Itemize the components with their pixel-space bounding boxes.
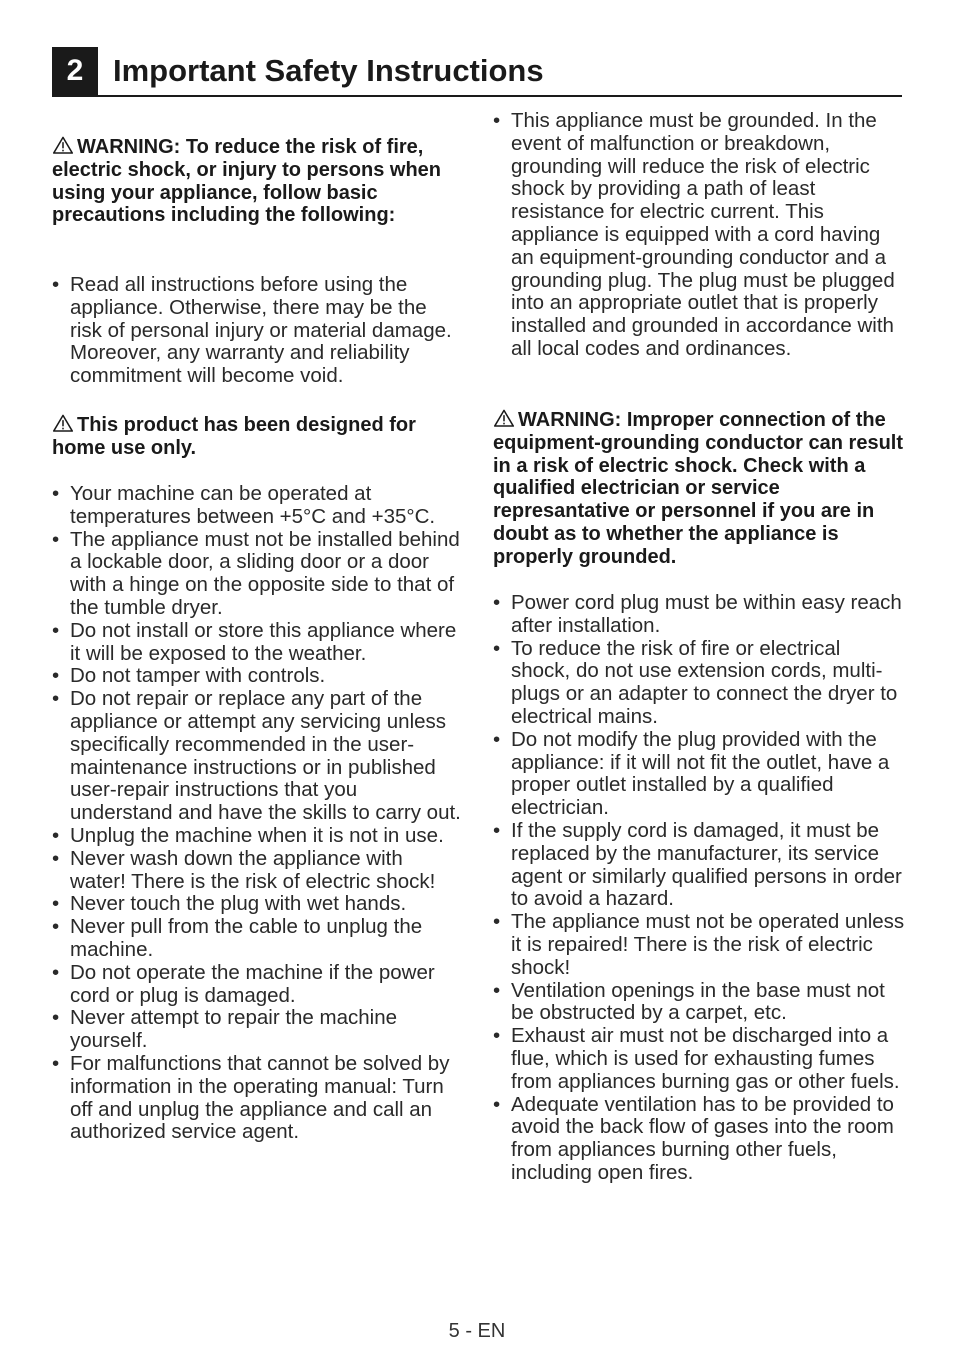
grounding-list [493, 110, 898, 361]
warning-general [52, 136, 452, 227]
list-item: • The appliance must not be operated unless it is repaired! There is the risk of electric shock! [493, 911, 905, 979]
list-item: • Do not repair or replace any part of the appliance or attempt any servicing unless specifically recommended in the user-maintenance instructions or in published user-repair instructions that you understand and have the skills to carry out. [52, 688, 462, 825]
home-use-list [52, 483, 462, 1144]
list-item: • Read all instructions before using the appliance. Otherwise, there may be the risk of personal injury or material damage. Moreover, any warranty and reliability commitment will become void. [52, 274, 462, 388]
warning-grounding [493, 409, 905, 569]
list-item: • Ventilation openings in the base must not be obstructed by a carpet, etc. [493, 980, 905, 1026]
list-item: • Power cord plug must be within easy reach after installation. [493, 592, 905, 638]
page-title: Important Safety Instructions [113, 53, 544, 88]
warning-triangle-icon [52, 136, 74, 154]
list-item: • Unplug the machine when it is not in use. [52, 825, 462, 848]
list-item: • Exhaust air must not be discharged into a flue, which is used for exhausting fumes from appliances burning gas or other fuels. [493, 1025, 905, 1093]
list-item: • Do not modify the plug provided with the appliance: if it will not fit the outlet, have a proper outlet installed by a qualified electrician. [493, 729, 905, 820]
section-number: 2 [52, 47, 98, 95]
section-header [52, 47, 902, 97]
warning-home-use [52, 414, 452, 460]
electrical-list [493, 592, 905, 1185]
warning-triangle-icon [493, 409, 515, 427]
list-item: • Never touch the plug with wet hands. [52, 893, 462, 916]
list-item: • If the supply cord is damaged, it must be replaced by the manufacturer, its service agent or similarly qualified persons in order to avoid a hazard. [493, 820, 905, 911]
list-item: • Never pull from the cable to unplug the machine. [52, 916, 462, 962]
warning-general-text: WARNING: To reduce the risk of fire, electric shock, or injury to persons when using your appliance, follow basic precautions including the following: [52, 136, 441, 227]
list-item: • Do not install or store this appliance where it will be exposed to the weather. [52, 620, 462, 666]
warning-grounding-text: WARNING: Improper connection of the equipment-grounding conductor can result in a risk of electric shock. Check with a qualified electrician or service represantative or personnel if you are in doubt as to whether the appliance is properly grounded. [493, 409, 903, 568]
list-item: • Your machine can be operated at temperatures between +5°C and +35°C. [52, 483, 462, 529]
warning-home-use-text: This product has been designed for home use only. [52, 414, 416, 459]
list-item: • To reduce the risk of fire or electrical shock, do not use extension cords, multi-plugs or an adapter to connect the dryer to electrical mains. [493, 638, 905, 729]
page-number: 5 - EN [448, 1320, 506, 1342]
list-item: • For malfunctions that cannot be solved by information in the operating manual: Turn off and unplug the appliance and call an authorized service agent. [52, 1053, 462, 1144]
list-item: • Do not tamper with controls. [52, 665, 462, 688]
instructions-list [52, 274, 462, 388]
list-item: • Adequate ventilation has to be provided to avoid the back flow of gases into the room from appliances burning other fuels, including open fires. [493, 1094, 905, 1185]
warning-triangle-icon [52, 414, 74, 432]
list-item: • Never wash down the appliance with water! There is the risk of electric shock! [52, 848, 462, 894]
list-item: • The appliance must not be installed behind a lockable door, a sliding door or a door with a hinge on the opposite side to that of the tumble dryer. [52, 529, 462, 620]
list-item: • Do not operate the machine if the power cord or plug is damaged. [52, 962, 462, 1008]
list-item: • This appliance must be grounded. In the event of malfunction or breakdown, grounding will reduce the risk of electric shock by providing a path of least resistance for electric current. This appliance is equipped with a cord having an equipment-grounding conductor and a grounding plug. The plug must be plugged into an appropriate outlet that is properly installed and grounded in accordance with all local codes and ordinances. [493, 110, 898, 361]
list-item: • Never attempt to repair the machine yourself. [52, 1007, 462, 1053]
